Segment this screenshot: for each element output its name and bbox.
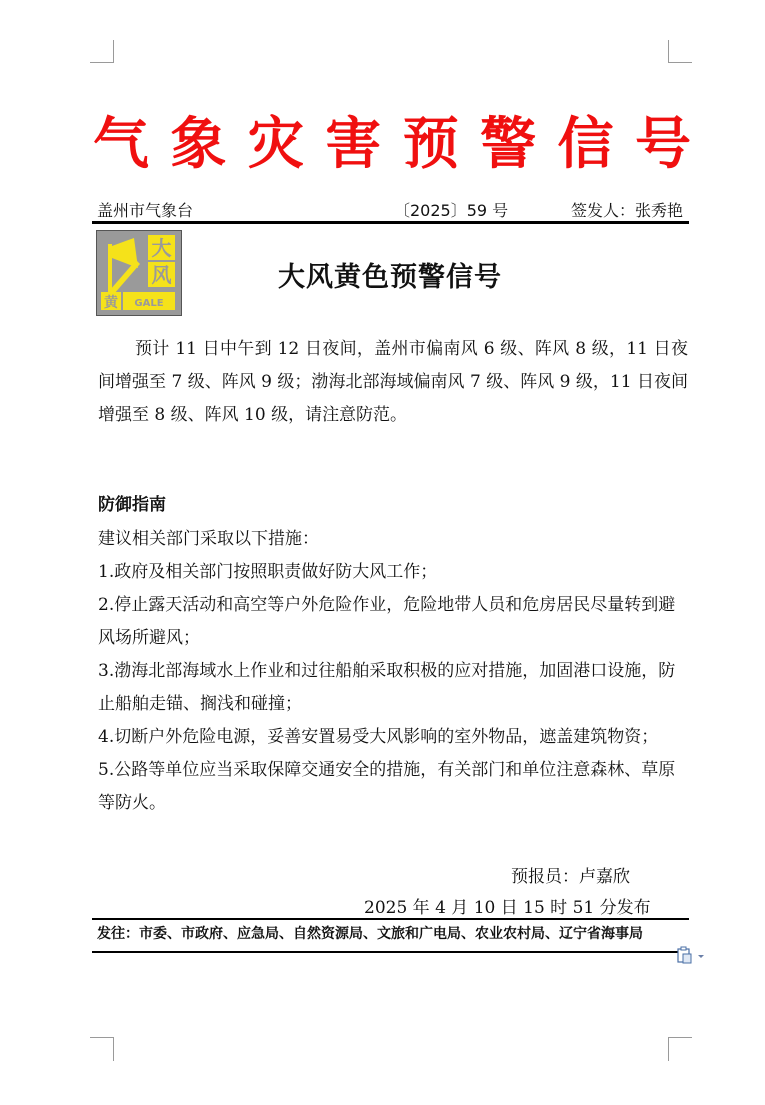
- title-char: 警: [480, 111, 537, 177]
- title-char: 气: [93, 111, 149, 177]
- guide-heading: 防御指南: [98, 495, 166, 515]
- title-char: 信: [557, 111, 614, 177]
- title-char: 灾: [247, 111, 304, 177]
- document-number: 〔2025〕59 号: [394, 201, 509, 220]
- signal-title: 大风黄色预警信号: [278, 262, 502, 293]
- title-char: 预: [402, 111, 459, 177]
- icon-char-bottom: 风: [151, 263, 172, 287]
- document-title: [92, 108, 692, 177]
- distribution-list: 发往：市委、市政府、应急局、自然资源局、文旅和广电局、农业农村局、辽宁省海事局: [97, 926, 643, 942]
- issuing-organization: 盖州市气象台: [97, 201, 194, 220]
- footer-rule-top: [92, 918, 689, 920]
- footer-rule-bottom: [92, 951, 689, 953]
- title-char: 害: [325, 111, 382, 177]
- header-line: [92, 196, 689, 222]
- icon-char-top: 大: [151, 236, 172, 260]
- paste-options-icon[interactable]: [676, 945, 706, 965]
- measures-list: [98, 556, 688, 820]
- forecast-paragraph: 预计 11 日中午到 12 日夜间，盖州市偏南风 6 级、阵风 8 级，11 日夜间增强至 7 级、阵风 9 级；渤海北部海域偏南风 7 级、阵风 9 级，11 日夜间增强至 8 级、阵风 10 级，请注意防范。: [98, 339, 688, 425]
- gale-yellow-warning-icon: [96, 230, 182, 316]
- icon-english: GALE: [134, 298, 164, 309]
- title-char: 号: [634, 111, 691, 177]
- measure-item: 1.政府及相关部门按照职责做好防大风工作；: [98, 562, 438, 582]
- measure-item: 3.渤海北部海域水上作业和过往船舶采取积极的应对措施，加固港口设施，防止船舶走锚、搁浅和碰撞；: [98, 661, 676, 714]
- forecaster: 预报员：卢嘉欣: [511, 867, 630, 887]
- title-char: 象: [170, 111, 227, 177]
- issue-time: 2025 年 4 月 10 日 15 时 51 分发布: [364, 898, 651, 918]
- measure-item: 4.切断户外危险电源，妥善安置易受大风影响的室外物品，遮盖建筑物资；: [98, 727, 659, 747]
- header-rule: [92, 221, 689, 224]
- icon-level-char: 黄: [104, 295, 118, 311]
- signer: 签发人：张秀艳: [570, 201, 683, 220]
- measure-item: 2.停止露天活动和高空等户外危险作业，危险地带人员和危房居民尽量转到避风场所避风；: [98, 595, 676, 648]
- guide-intro: 建议相关部门采取以下措施：: [98, 529, 319, 549]
- measure-item: 5.公路等单位应当采取保障交通安全的措施，有关部门和单位注意森林、草原等防火。: [98, 760, 676, 813]
